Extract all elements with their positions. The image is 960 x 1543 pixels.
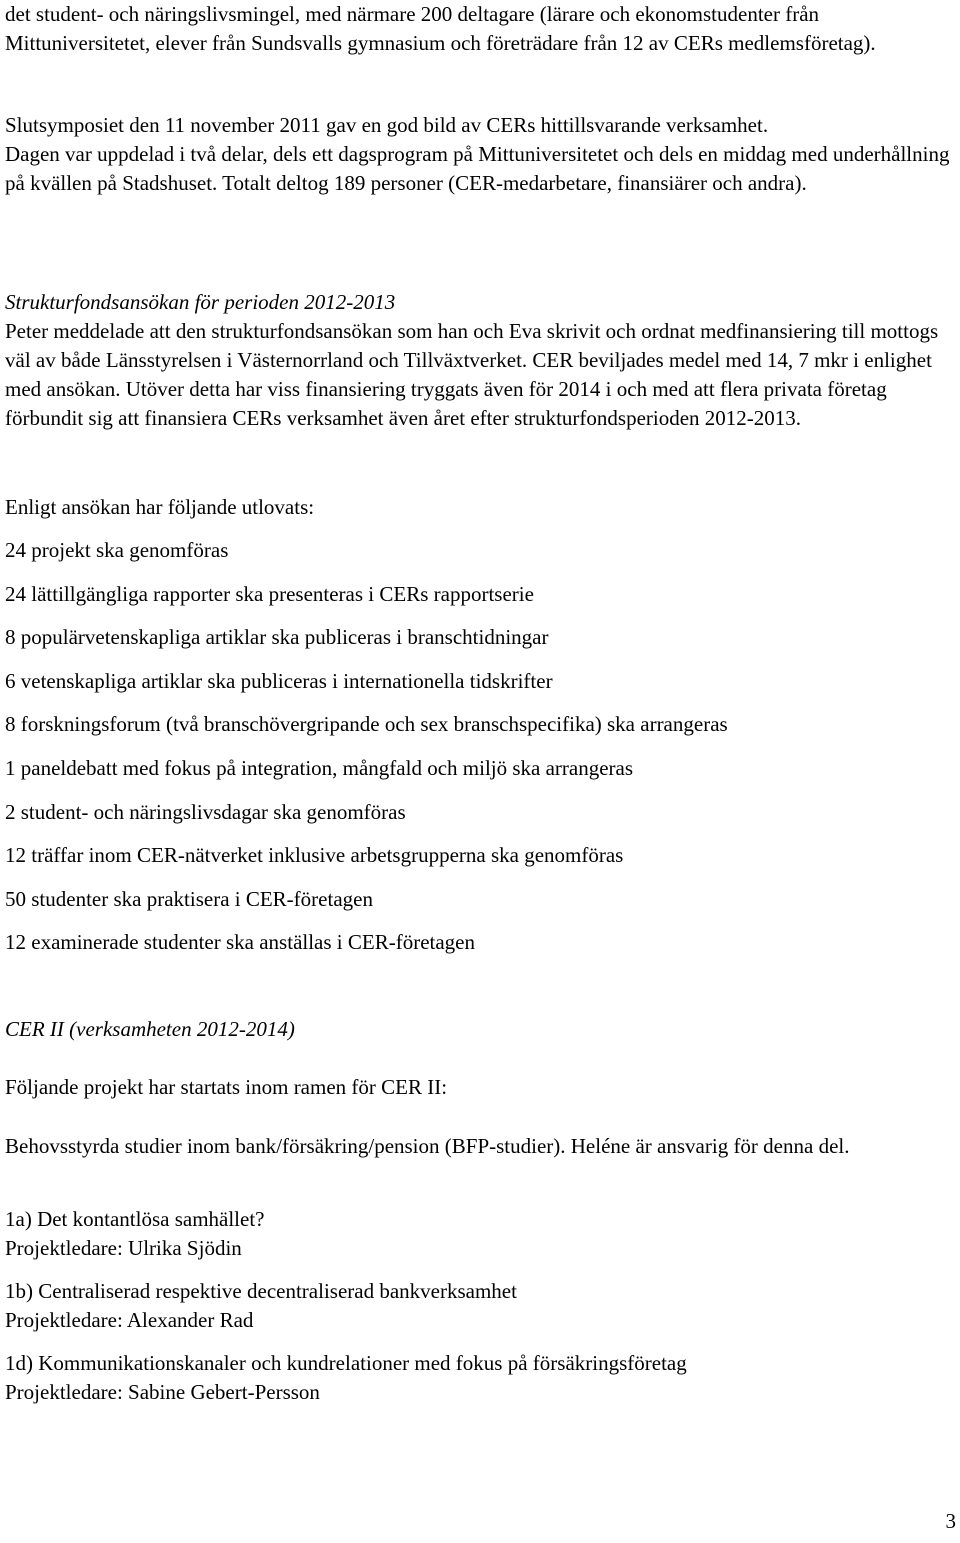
promises-list [5,536,728,972]
list-item: 8 forskningsforum (två branschövergripande och sex branschspecifika) ska arrangeras [5,712,728,737]
project-leader: Projektledare: Ulrika Sjödin [5,1236,242,1260]
strukturfond-section [5,288,950,433]
list-item: 12 träffar inom CER-nätverket inklusive arbetsgrupperna ska genomföras [5,843,624,868]
strukturfond-body: Peter meddelade att den strukturfondsansökan som han och Eva skrivit och ordnat medfinansiering till mottogs väl av både Länsstyrelsen i Västernorrland och Tillväxtverket. CER beviljades medel med 14, 7 mkr i enlighet med ansökan. Utöver detta har viss finansiering tryggats även för 2014 i och med att flera privata företag förbundit sig att finansiera CERs verksamhet även året efter strukturfondsperioden 2012-2013. [5,319,939,430]
list-item: 24 projekt ska genomföras [5,538,229,562]
list-item: 50 studenter ska praktisera i CER-företagen [5,886,373,911]
project-1b [5,1277,517,1335]
project-leader: Projektledare: Alexander Rad [5,1308,254,1332]
project-1a [5,1205,265,1263]
project-leader: Projektledare: Sabine Gebert-Persson [5,1380,320,1404]
slutsymposiet-rest: Dagen var uppdelad i två delar, dels ett dagsprogram på Mittuniversitetet och dels en middag med underhållning på kvällen på Stadshuset. Totalt deltog 189 personer (CER-medarbetare, finansiärer och andra). [5,142,950,195]
slutsymposiet-lead: Slutsymposiet den 11 november 2011 gav en god bild av CERs hittillsvarande verksamhet. [5,113,769,137]
list-item: 24 lättillgängliga rapporter ska presenteras i CERs rapportserie [5,581,534,606]
enligt-paragraph: Enligt ansökan har följande utlovats: [5,495,315,519]
list-item: 1 paneldebatt med fokus på integration, mångfald och miljö ska arrangeras [5,755,634,780]
list-item: 2 student- och näringslivsdagar ska genomföras [5,799,406,824]
project-1d [5,1349,687,1407]
strukturfond-heading: Strukturfondsansökan för perioden 2012-2013 [5,290,396,314]
list-item: 8 populärvetenskapliga artiklar ska publiceras i branschtidningar [5,625,549,650]
list-item: 6 vetenskapliga artiklar ska publiceras i internationella tidskrifter [5,668,553,693]
cer2-heading: CER II (verksamheten 2012-2014) [5,1017,295,1041]
intro-paragraph: det student- och näringslivsmingel, med närmare 200 deltagare (lärare och ekonomstudenter från Mittuniversitetet, elever från Sundsvalls gymnasium och företrädare från 12 av CERs medlemsföretag). [5,2,876,55]
cer2-behov-paragraph: Behovsstyrda studier inom bank/försäkring/pension (BFP-studier). Heléne är ansvarig för denna del. [5,1134,850,1158]
list-item: 12 examinerade studenter ska anställas i CER-företagen [5,930,475,955]
slutsymposiet-paragraph [5,111,950,198]
page-number: 3 [945,1509,956,1533]
cer2-intro: Följande projekt har startats inom ramen för CER II: [5,1075,448,1099]
project-title: 1d) Kommunikationskanaler och kundrelationer med fokus på försäkringsföretag [5,1351,687,1375]
project-title: 1b) Centraliserad respektive decentraliserad bankverksamhet [5,1279,517,1303]
project-title: 1a) Det kontantlösa samhället? [5,1207,265,1231]
